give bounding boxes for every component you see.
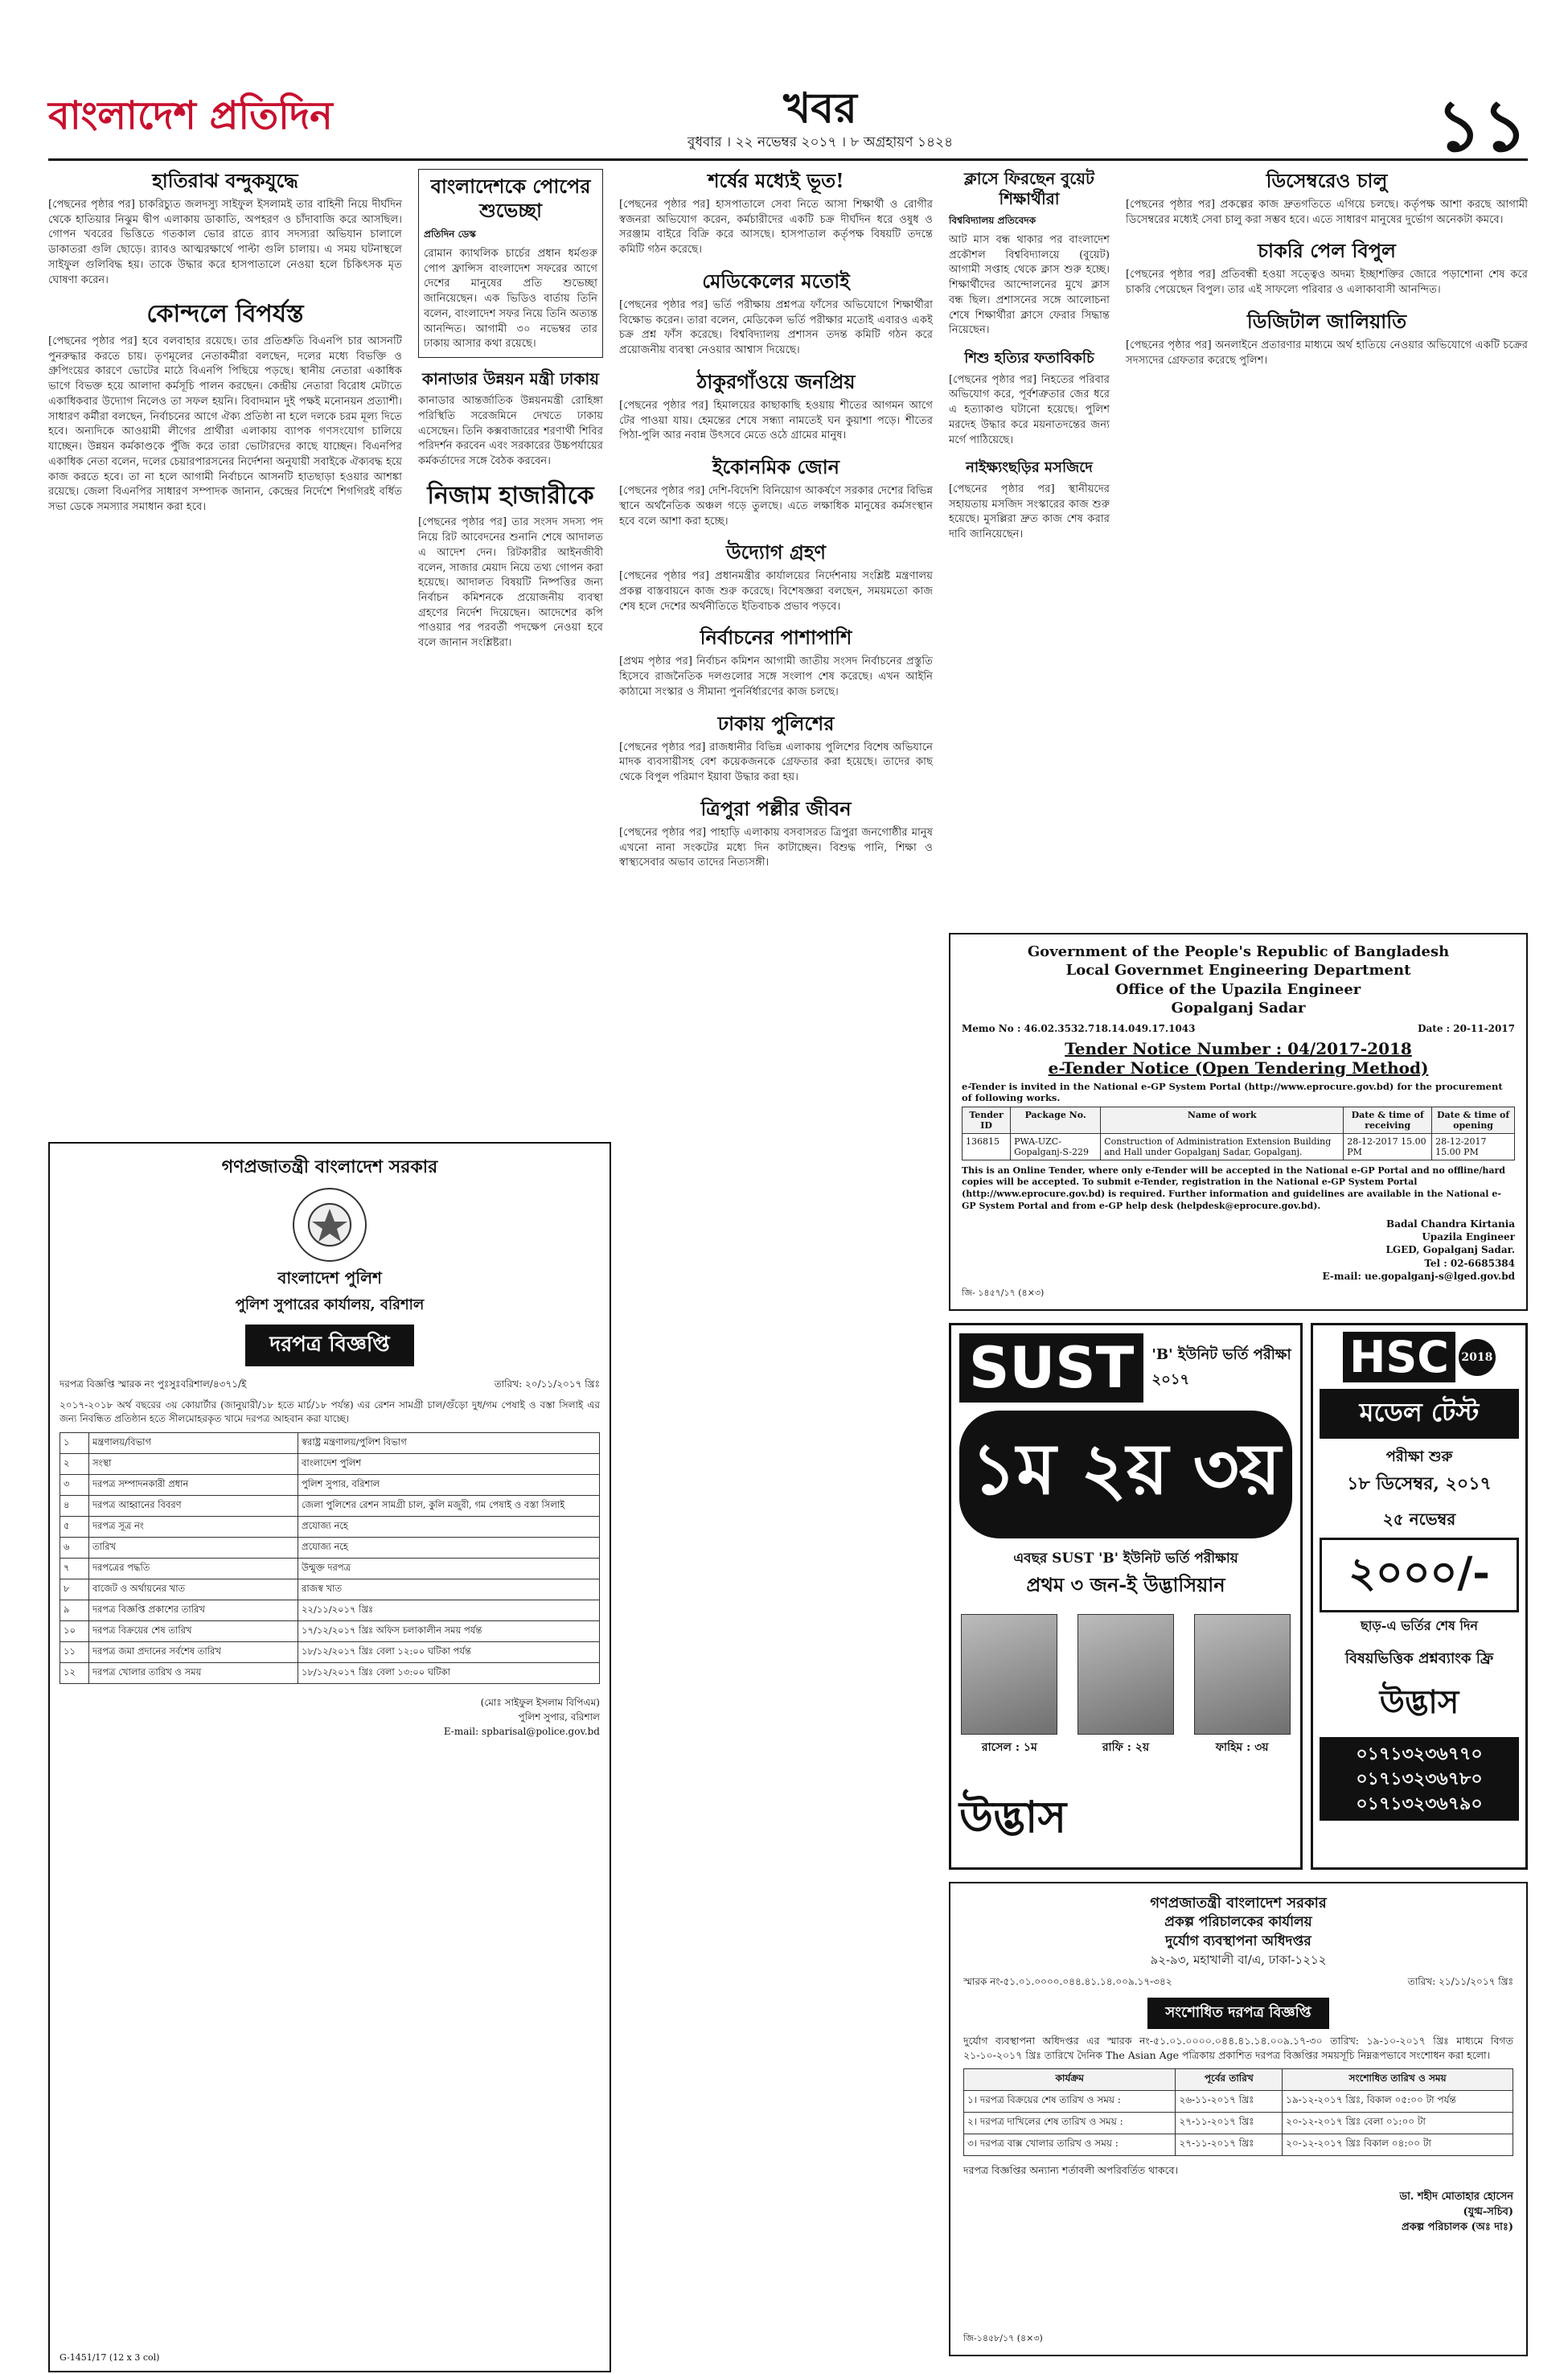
signature-block xyxy=(60,1695,600,1739)
headline: ঠাকুরগাঁওয়ে জনপ্রিয় xyxy=(696,369,856,393)
story xyxy=(48,169,402,288)
byline: প্রতিদিন ডেস্ক xyxy=(424,228,476,240)
student-card xyxy=(961,1614,1057,1757)
story xyxy=(418,169,603,358)
headline: চাকরি পেল বিপুল xyxy=(1258,239,1396,263)
story-body: রোমান ক্যাথলিক চার্চের প্রধান ধর্মগুরু পোপ ফ্রান্সিস বাংলাদেশ সফরের আগে দেশের মানুষের প্রতি শুভেচ্ছা জানিয়েছেন। এক ভিডিও বার্তায় তিনি বলেন, বাংলাদেশ সফর নিয়ে তিনি অত্যন্ত আনন্দিত। আগামী ৩০ নভেম্বর তার ঢাকায় আসার কথা রয়েছে। xyxy=(424,248,597,351)
table-header: Date & time of opening xyxy=(1432,1107,1515,1133)
dept-name: দুর্যোগ ব্যবস্থাপনা অধিদপ্তর xyxy=(1165,1932,1311,1949)
notice-title: সংশোধিত দরপত্র বিজ্ঞপ্তি xyxy=(1147,1998,1328,2029)
signer-email: E-mail: spbarisal@police.gov.bd xyxy=(443,1726,600,1738)
table-row xyxy=(60,1538,600,1559)
table-row xyxy=(60,1621,600,1642)
table-cell: বাংলাদেশ পুলিশ xyxy=(298,1454,600,1475)
newspaper-logo: বাংলাদেশ প্রতিদিন xyxy=(48,93,333,138)
table-header: পূর্বের তারিখ xyxy=(1176,2069,1283,2091)
table-cell: প্রযোজ্য নহে xyxy=(298,1538,600,1559)
table-header: Name of work xyxy=(1101,1107,1344,1133)
phone-number: ০১৭১৩২৩৬৭৮০ xyxy=(1356,1768,1483,1789)
table-cell: ৯ xyxy=(60,1600,89,1621)
table-header: সংশোধিত তারিখ ও সময় xyxy=(1283,2069,1513,2091)
table-cell: দরপত্র খোলার তারিখ ও সময় xyxy=(89,1663,298,1684)
signer-name: ডা. শহীদ মোতাহার হোসেন xyxy=(1399,2191,1513,2204)
headline: ক্লাসে ফিরছেন বুয়েট শিক্ষার্থীরা xyxy=(964,169,1094,208)
notice-header xyxy=(60,1153,600,1373)
table-row xyxy=(60,1433,600,1454)
column-1 xyxy=(48,169,402,527)
story-body: [পেছনের পৃষ্ঠার পর] হাসপাতালে সেবা নিতে আসা শিক্ষার্থী ও রোগীর স্বজনরা অভিযোগ করেন, কর্মচারীদের একটি চক্র দীর্ঘদিন ধরে ওষুধ ও সরঞ্জাম বাইরে বিক্রি করে আসছে। হাসপাতাল কর্তৃপক্ষ বিষয়টি তদন্তে কমিটি গঠন করেছে। xyxy=(619,199,933,257)
table-cell: ১৮/১২/২০১৭ খ্রিঃ বেলা ১৩:০০ ঘটিকা xyxy=(298,1663,600,1684)
table-cell: 136815 xyxy=(963,1133,1011,1160)
sust-label: SUST xyxy=(959,1333,1143,1403)
table-cell: ৬ xyxy=(60,1538,89,1559)
table-header: কার্যক্রম xyxy=(964,2069,1176,2091)
table-cell: দরপত্র বিজ্ঞপ্তি প্রকাশের তারিখ xyxy=(89,1600,298,1621)
table-header-row xyxy=(963,1107,1515,1133)
table-cell: রাজস্ব খাত xyxy=(298,1579,600,1600)
notice-intro: ২০১৭-২০১৮ অর্থ বছরের ৩য় কোয়ার্টার (জানুয়ারী/১৮ হতে মার্চ/১৮ পর্যন্ত) এর রেশন সামগ্রী চাল/গুঁড়ো দুধ/গম পেষাই ও বস্তা সিলাই এর জন্য নিবন্ধিত প্রতিষ্ঠান হতে সীলমোহরকৃত খামে দরপত্র আহবান করা যাচ্ছে। xyxy=(60,1399,600,1425)
table-cell: ১১ xyxy=(60,1642,89,1663)
brand-logo: উদ্ভাস xyxy=(959,1791,1067,1842)
memo-no: দরপত্র বিজ্ঞপ্তি স্মারক নং পুঃসুঃবরিশাল/৪৩৭১/ই xyxy=(60,1378,247,1390)
story xyxy=(48,299,402,515)
memo-no: Memo No : 46.02.3532.718.14.049.17.1043 xyxy=(962,1022,1196,1034)
page-number: ১১ xyxy=(1435,84,1528,167)
student-name: রাফি : ২য় xyxy=(1102,1741,1150,1754)
student-name: ফাহিম : ৩য় xyxy=(1215,1741,1269,1754)
brand-logo: উদ্ভাস xyxy=(1379,1683,1459,1721)
table-cell: ২৬-১১-২০১৭ খ্রিঃ xyxy=(1176,2091,1283,2113)
police-tender-notice xyxy=(48,1142,611,2372)
signer-phone: Tel : 02-6685384 xyxy=(1424,1257,1515,1269)
column-4 xyxy=(949,169,1110,554)
student-card xyxy=(1077,1614,1174,1757)
test-label: মডেল টেস্ট xyxy=(1320,1389,1519,1439)
story-body: [পেছনের পৃষ্ঠার পর] প্রধানমন্ত্রীর কার্যালয়ের নির্দেশনায় সংশ্লিষ্ট মন্ত্রণালয় প্রকল্প বাস্তবায়নে কাজ শুরু করেছে। বিশেষজ্ঞরা বলছেন, সময়মতো কাজ শেষ হলে দেশের অর্থনীতিতে ইতিবাচক প্রভাব পড়বে। xyxy=(619,570,933,613)
lged-tender-notice xyxy=(949,933,1528,1311)
table-cell: ১৯-১২-২০১৭ খ্রিঃ, বিকাল ০৫:০০ টা পর্যন্ত xyxy=(1283,2091,1513,2113)
story xyxy=(949,350,1110,448)
headline: কানাডার উন্নয়ন মন্ত্রী ঢাকায় xyxy=(421,369,600,389)
table-header-row xyxy=(964,2069,1513,2091)
table-cell: ১। দরপত্র বিক্রয়ের শেষ তারিখ ও সময় : xyxy=(964,2091,1176,2113)
notice-header xyxy=(962,943,1515,1018)
headline: হাতিরাঝ বন্দুকযুদ্ধে xyxy=(152,169,298,192)
table-cell: ১২ xyxy=(60,1663,89,1684)
table-cell: ২০-১২-২০১৭ খ্রিঃ বেলা ০১:০০ টা xyxy=(1283,2113,1513,2134)
student-photo-icon xyxy=(961,1614,1057,1735)
dept-name: বাংলাদেশ পুলিশ xyxy=(277,1268,382,1288)
ad-header xyxy=(951,1325,1300,1411)
signer-title: Upazila Engineer xyxy=(1422,1231,1515,1243)
story xyxy=(1126,239,1528,298)
story-body: [পেছনের পৃষ্ঠার পর] রাজধানীর বিভিন্ন এলাকায় পুলিশের বিশেষ অভিযানে মাদক ব্যবসায়ীসহ বেশ কয়েকজনকে গ্রেফতার করা হয়েছে। তাদের কাছ থেকে বিপুল পরিমাণ ইয়াবা উদ্ধার করা হয়। xyxy=(619,741,933,784)
signature-block xyxy=(962,1218,1515,1283)
table-cell: ২২/১১/২০১৭ খ্রিঃ xyxy=(298,1600,600,1621)
story-body: [পেছনের পৃষ্ঠার পর] ভর্তি পরীক্ষায় প্রশ্নপত্র ফাঁসের অভিযোগে শিক্ষার্থীরা বিক্ষোভ করেন। তারা বলেন, মেডিকেল ভর্তি পরীক্ষার মতোই এবারও একই চক্র প্রশ্ন ফাঁস করেছে। বিশ্ববিদ্যালয় প্রশাসন তদন্ত কমিটি গঠন করে প্রয়োজনীয় ব্যবস্থা নেওয়ার আশ্বাস দিয়েছে। xyxy=(619,298,933,357)
phone-number: ০১৭১৩২৩৬৭৯০ xyxy=(1356,1793,1483,1814)
table-cell: ১৮/১২/২০১৭ খ্রিঃ বেলা ১২:০০ ঘটিকা পর্যন্ত xyxy=(298,1642,600,1663)
table-cell: ২ xyxy=(60,1454,89,1475)
start-label: পরীক্ষা শুরু xyxy=(1385,1448,1453,1465)
story xyxy=(619,269,933,359)
story xyxy=(619,540,933,614)
headline: উদ্যোগ গ্রহণ xyxy=(725,540,827,565)
student-photos xyxy=(951,1614,1300,1757)
signature-block xyxy=(963,2190,1513,2236)
story xyxy=(1126,169,1528,228)
headline: ডিসেম্বরেও চালু xyxy=(1266,169,1388,192)
rank-banner: ১ম ২য় ৩য় xyxy=(959,1411,1292,1538)
office-name: প্রকল্প পরিচালকের কার্যালয় xyxy=(1164,1914,1312,1931)
headline: বাংলাদেশকে পোপের শুভেচ্ছা xyxy=(430,175,591,222)
gov-line: Government of the People's Republic of Bangladesh xyxy=(1027,943,1450,960)
place-line: Gopalganj Sadar xyxy=(1171,1000,1306,1017)
table-cell: তারিখ xyxy=(89,1538,298,1559)
gov-name: গণপ্রজাতন্ত্রী বাংলাদেশ সরকার xyxy=(221,1156,438,1177)
ddm-tender-notice xyxy=(949,1882,1528,2356)
signer-office: প্রকল্প পরিচালক (অঃ দাঃ) xyxy=(1402,2220,1513,2233)
story xyxy=(619,797,933,871)
signer-name: Badal Chandra Kirtania xyxy=(1386,1218,1515,1230)
story-body: [পেছনের পৃষ্ঠার পর] হিমালয়ের কাছাকাছি হওয়ায় শীতের আগমন আগে টের পাওয়া যায়। হেমন্তের শেষে সন্ধ্যা নামতেই ঘন কুয়াশা পড়ে। শীতের পিঠা-পুলি আর নবান্ন উৎসবে মেতে ওঠে গ্রামের মানুষ। xyxy=(619,399,933,442)
story-body: [পেছনের পৃষ্ঠার পর] প্রতিবন্ধী হওয়া সত্ত্বেও অদম্য ইচ্ছাশক্তির জোরে পড়াশোনা শেষ করে চাকরি পেয়েছেন বিপুল। তার এই সাফল্যে পরিবার ও এলাকাবাসী আনন্দিত। xyxy=(1126,269,1528,297)
table-row xyxy=(60,1642,600,1663)
tender-table xyxy=(962,1107,1515,1160)
table-row xyxy=(964,2113,1513,2134)
signer-office: LGED, Gopalganj Sadar. xyxy=(1385,1244,1515,1256)
gov-name: গণপ্রজাতন্ত্রী বাংলাদেশ সরকার xyxy=(1150,1895,1327,1912)
table-cell: সংস্থা xyxy=(89,1454,298,1475)
story-body: [প্রথম পৃষ্ঠার পর] নির্বাচন কমিশন আগামী জাতীয় সংসদ নির্বাচনের প্রস্তুতি হিসেবে রাজনৈতিক দলগুলোর সঙ্গে সংলাপ শেষ করেছে। এখন আইনি কাঠামো সংস্কার ও সীমানা পুনর্নির্ধারণের কাজ চলছে। xyxy=(619,655,933,698)
table-cell: স্বরাষ্ট্র মন্ত্রণালয়/পুলিশ বিভাগ xyxy=(298,1433,600,1454)
tender-table xyxy=(60,1432,600,1684)
headline: নির্বাচনের পাশাপাশি xyxy=(700,626,852,650)
table-row xyxy=(964,2091,1513,2113)
table-cell: দরপত্রের পদ্ধতি xyxy=(89,1559,298,1579)
table-cell: ৭ xyxy=(60,1559,89,1579)
notice-header xyxy=(963,1893,1513,1969)
table-cell: দরপত্র সম্পাদনকারী প্রধান xyxy=(89,1475,298,1496)
table-cell: জেলা পুলিশের রেশন সামগ্রী চাল, কুলি মজুরী, গম পেষাই ও বস্তা সিলাই xyxy=(298,1496,600,1517)
table-cell: দরপত্র জমা প্রদানের সর্বশেষ তারিখ xyxy=(89,1642,298,1663)
story-body: [পেছনের পৃষ্ঠার পর] স্থানীয়দের সহায়তায় মসজিদ সংস্কারের কাজ শুরু হয়েছে। মুসল্লিরা দ্রুত কাজ শেষ করার দাবি জানিয়েছেন। xyxy=(949,483,1110,541)
table-cell: পুলিশ সুপার, বরিশাল xyxy=(298,1475,600,1496)
office-line: Office of the Upazila Engineer xyxy=(1115,980,1361,998)
memo-date: তারিখ: ২১/১১/২০১৭ খ্রিঃ xyxy=(1407,1975,1513,1987)
story xyxy=(619,370,933,444)
story xyxy=(619,169,933,258)
table-row xyxy=(60,1496,600,1517)
start-date: ১৮ ডিসেম্বর, ২০১৭ xyxy=(1347,1473,1492,1494)
hsc-header xyxy=(1320,1332,1519,1382)
table-cell: মন্ত্রণালয়/বিভাগ xyxy=(89,1433,298,1454)
story-body: আট মাস বন্ধ থাকার পর বাংলাদেশ প্রকৌশল বিশ্ববিদ্যালয়ে (বুয়েট) আগামী সপ্তাহ থেকে ক্লাস শুরু হচ্ছে। শিক্ষার্থীদের আন্দোলনের মুখে ক্লাস বন্ধ ছিল। প্রশাসনের সঙ্গে আলোচনা শেষে শিক্ষার্থীরা ক্লাসে ফেরার সিদ্ধান্ত নিয়েছেন। xyxy=(949,234,1110,337)
ad-code: জি- ১৪৫৭/১৭ (৪×৩) xyxy=(962,1288,1045,1298)
table-cell: দরপত্র সূত্র নং xyxy=(89,1517,298,1538)
ad-code: G-1451/17 (12 x 3 col) xyxy=(60,2352,160,2363)
column-2 xyxy=(418,169,603,663)
table-row xyxy=(60,1454,600,1475)
signer-title: পুলিশ সুপার, বরিশাল xyxy=(518,1711,600,1723)
memo-line xyxy=(962,1023,1515,1034)
table-cell: দরপত্র আহ্বানের বিবরণ xyxy=(89,1496,298,1517)
masthead xyxy=(48,64,1528,167)
memo-line xyxy=(963,1975,1513,1991)
headline: নাইক্ষ্যংছড়ির মসজিদে xyxy=(966,459,1093,477)
story xyxy=(619,712,933,786)
signer-email: E-mail: ue.gopalganj-s@lged.gov.bd xyxy=(1322,1270,1515,1282)
table-header: Date & time of receiving xyxy=(1344,1107,1432,1133)
table-row xyxy=(60,1600,600,1621)
table-cell: ১৭/১২/২০১৭ খ্রিঃ অফিস চলাকালীন সময় পর্যন্ত xyxy=(298,1621,600,1642)
table-cell: ৩। দরপত্র বাক্স খোলার তারিখ ও সময় : xyxy=(964,2134,1176,2156)
dept-line: Local Governmet Engineering Department xyxy=(1065,962,1411,980)
table-cell: 28-12-2017 15.00 PM xyxy=(1432,1133,1515,1160)
table-cell: ২৭-১১-২০১৭ খ্রিঃ xyxy=(1176,2113,1283,2134)
unit-label: 'B' ইউনিট ভর্তি পরীক্ষা ২০১৭ xyxy=(1151,1346,1291,1388)
phone-list xyxy=(1320,1737,1519,1821)
table-cell: ৪ xyxy=(60,1496,89,1517)
student-photo-icon xyxy=(1194,1614,1291,1735)
story xyxy=(619,626,933,700)
price-label: ২০০০/- xyxy=(1320,1538,1519,1612)
student-photo-icon xyxy=(1077,1614,1174,1735)
story-body: [পেছনের পৃষ্ঠার পর] হবে বলবাহার রয়েছে। তার প্রতিশ্রুতি বিএনপি চার আসনটি পুনরুদ্ধার করতে চায়। তৃণমূলের নেতাকর্মীরা বলছেন, দলের মধ্যে বিভক্তি ও গ্রুপিংয়ের কারণে ভোটের মাঠে বিএনপি পিছিয়ে পড়ছে। স্থানীয় নেতারা একাধিক ভাগে বিভক্ত হয়ে আলাদা কর্মসূচি পালন করছেন। কেন্দ্রীয় নেতারা বিরোধ মেটাতে একাধিকবার উদ্যোগ নিলেও তা সফল হয়নি। বিবাদমান দুই পক্ষই মনোনয়ন প্রত্যাশী। সাধারণ কর্মীরা বলছেন, নির্বাচনের আগে ঐক্য প্রতিষ্ঠা না হলে দলকে চরম মূল্য দিতে হবে। অন্যদিকে আওয়ামী লীগের প্রার্থীরা এলাকায় ব্যাপক গণসংযোগ চালিয়ে যাচ্ছেন। উন্নয়ন কর্মকাণ্ডকে পুঁজি করে তারা ভোটারদের কাছে যাচ্ছেন। বিএনপির একাধিক নেতা বলেন, দলের চেয়ারপারসনের নির্দেশনা অনুযায়ী সবাইকে ঐক্যবদ্ধ হয়ে কাজ করতে হবে। তা না হলে আগামী নির্বাচনে আসনটি হাতছাড়া হওয়ার আশঙ্কা রয়েছে। জেলা বিএনপির সাধারণ সম্পাদক জানান, কেন্দ্রের নির্দেশে শিগগিরই বর্ধিত সভা ডেকে সমস্যার সমাধান করা হবে। xyxy=(48,335,402,513)
story xyxy=(949,459,1110,542)
byline: বিশ্ববিদ্যালয় প্রতিবেদক xyxy=(949,215,1036,226)
notice-subtitle: e-Tender Notice (Open Tendering Method) xyxy=(1048,1058,1429,1078)
udvash-hsc-ad xyxy=(1311,1323,1528,1870)
table-cell: ৫ xyxy=(60,1517,89,1538)
story-body: [পেছনের পৃষ্ঠার পর] চাকরিচ্যুত জলদস্যু সাইফুল ইসলামই তার বাহিনী নিয়ে দীর্ঘদিন থেকে হাতিয়ার নিঝুম দ্বীপ এলাকায় ডাকাতি, অপহরণ ও চাঁদাবাজি করে আসছিল। গোপন খবরের ভিত্তিতে গতকাল ভোর রাতে র‌্যাব সদস্যরা অভিযান চালালে ডাকাতরা গুলি ছোড়ে। র‌্যাবও আত্মরক্ষার্থে পাল্টা গুলি চালায়। এ সময় ঘটনাস্থলে সাইফুল গুলিবিদ্ধ হয়। তাকে উদ্ধার করে হাসপাতালে নেওয়া হলে চিকিৎসক মৃত ঘোষণা করেন। xyxy=(48,199,402,286)
address: ৯২-৯৩, মহাখালী বা/এ, ঢাকা-১২১২ xyxy=(1150,1952,1327,1967)
table-cell: ২। দরপত্র দাখিলের শেষ তারিখ ও সময় : xyxy=(964,2113,1176,2134)
story-body: [পেছনের পৃষ্ঠার পর] প্রকল্পের কাজ দ্রুতগতিতে এগিয়ে চলছে। কর্তৃপক্ষ আশা করছে আগামী ডিসেম্বরের মধ্যেই সেবা চালু করা সম্ভব হবে। এতে সাধারণ মানুষের দুর্ভোগ অনেকটা কমবে। xyxy=(1126,199,1528,226)
office-name: পুলিশ সুপারের কার্যালয়, বরিশাল xyxy=(235,1296,425,1313)
ad-tagline: এবছর SUST 'B' ইউনিট ভর্তি পরীক্ষায় xyxy=(1013,1550,1238,1567)
story-body: [পেছনের পৃষ্ঠার পর] পাহাড়ি এলাকায় বসবাসরত ত্রিপুরা জনগোষ্ঠীর মানুষ এখনো নানা সংকটের মধ্যে দিন কাটাচ্ছেন। বিশুদ্ধ পানি, শিক্ষা ও স্বাস্থ্যসেবার অভাব তাদের নিত্যসঙ্গী। xyxy=(619,826,933,869)
story-body: কানাডার আন্তর্জাতিক উন্নয়নমন্ত্রী রোহিঙ্গা পরিস্থিতি সরেজমিনে দেখতে ঢাকায় এসেছেন। তিনি কক্সবাজারের শরণার্থী শিবির পরিদর্শন করবেন এবং সরকারের উচ্চপর্যায়ের কর্মকর্তাদের সঙ্গে বৈঠক করবেন। xyxy=(418,395,603,468)
table-cell: PWA-UZC-Gopalganj-S-229 xyxy=(1011,1133,1101,1160)
notice-footer: দরপত্র বিজ্ঞপ্তির অন্যান্য শর্তাবলী অপরিবর্তিত থাকবে। xyxy=(963,2164,1179,2177)
table-header: Tender ID xyxy=(963,1107,1011,1133)
table-row xyxy=(60,1475,600,1496)
table-cell: প্রযোজ্য নহে xyxy=(298,1517,600,1538)
headline: শর্ষের মধ্যেই ভূত! xyxy=(708,169,844,192)
table-cell: 28-12-2017 15.00 PM xyxy=(1344,1133,1432,1160)
story-body: [পেছনের পৃষ্ঠার পর] তার সংসদ সদস্য পদ নিয়ে রিট আবেদনের শুনানি শেষে আদালত এ আদেশ দেন। রিটকারীর আইনজীবী বলেন, সাজার মেয়াদ নিয়ে তথ্য গোপন করা হয়েছে। আদালত বিষয়টি নিষ্পত্তির জন্য নির্বাচন কমিশনকে প্রয়োজনীয় ব্যবস্থা গ্রহণের নির্দেশ দিয়েছেন। আদেশের কপি পাওয়ার পর পরবর্তী পদক্ষেপ নেওয়া হবে বলে জানান সংশ্লিষ্টরা। xyxy=(418,516,603,650)
ad-tagline-2: প্রথম ৩ জন-ই উদ্ভাসিয়ান xyxy=(1026,1573,1225,1596)
table-cell: ১০ xyxy=(60,1621,89,1642)
ad-code: জি-১৪৫৮/১৭ (৪×৩) xyxy=(963,2333,1043,2343)
qbank-label: বিষয়ভিত্তিক প্রশ্নব্যাংক ফ্রি xyxy=(1344,1650,1494,1667)
notice-intro: e-Tender is invited in the National e-GP System Portal (http://www.eprocure.gov.bd) for the procurement of following works. xyxy=(962,1080,1503,1103)
title-wrap xyxy=(963,1998,1513,2029)
table-row xyxy=(60,1579,600,1600)
story xyxy=(418,369,603,470)
story xyxy=(949,169,1110,339)
headline: নিজাম হাজারীকে xyxy=(427,481,594,510)
udvash-sust-ad xyxy=(949,1323,1303,1870)
police-emblem-icon xyxy=(293,1188,367,1262)
memo-date: Date : 20-11-2017 xyxy=(1418,1022,1515,1034)
notice-title: দরপত্র বিজ্ঞপ্তি xyxy=(245,1325,413,1366)
story-body: [পেছনের পৃষ্ঠার পর] দেশি-বিদেশি বিনিয়োগ আকর্ষণে সরকার দেশের বিভিন্ন স্থানে অর্থনৈতিক অঞ্চল গড়ে তুলছে। এতে লক্ষাধিক মানুষের কর্মসংস্থান হবে বলে আশা করা হচ্ছে। xyxy=(619,485,933,528)
story-body: [পেছনের পৃষ্ঠার পর] অনলাইনে প্রতারণার মাধ্যমে অর্থ হাতিয়ে নেওয়ার অভিযোগে একটি চক্রের সদস্যদের গ্রেফতার করেছে পুলিশ। xyxy=(1126,339,1528,367)
notice-body: দুর্যোগ ব্যবস্থাপনা অধিদপ্তর এর স্মারক নং-৫১.০১.০০০০.০৪৪.৪১.১৪.০০৯.১৭-৩০ তারিখ: ১৯-১০-২০১৭ খ্রিঃ মাধ্যমে বিগত ২১-১০-২০১৭ খ্রিঃ তারিখে দৈনিক The Asian Age পত্রিকায় প্রকাশিত দরপত্র বিজ্ঞপ্তির সময়সূচি নিম্নরূপভাবে সংশোধন করা হলো। xyxy=(963,2034,1513,2061)
story xyxy=(418,481,603,651)
table-row xyxy=(60,1559,600,1579)
year-badge: 2018 xyxy=(1459,1339,1496,1376)
notice-title: Tender Notice Number : 04/2017-2018 xyxy=(1065,1038,1412,1058)
story xyxy=(619,455,933,529)
table-cell: ৩ xyxy=(60,1475,89,1496)
signer-name: (মোঃ সাইফুল ইসলাম বিপিএম) xyxy=(480,1697,600,1709)
headline: ডিজিটাল জালিয়াতি xyxy=(1246,309,1407,333)
table-row xyxy=(60,1517,600,1538)
headline: ত্রিপুরা পল্লীর জীবন xyxy=(700,796,852,820)
table-row xyxy=(60,1663,600,1684)
story-body: [পেছনের পৃষ্ঠার পর] নিহতের পরিবার অভিযোগ করে, পূর্বশত্রুতার জের ধরে এ হত্যাকাণ্ড ঘটানো হয়েছে। পুলিশ মরদেহ উদ্ধার করে ময়নাতদন্তের জন্য মর্গে পাঠিয়েছে। xyxy=(949,373,1110,446)
hsc-label: HSC xyxy=(1343,1332,1455,1382)
memo-no: স্মারক নং-৫১.০১.০০০০.০৪৪.৪১.১৪.০০৯.১৭-৩৪২ xyxy=(963,1975,1172,1987)
table-cell: বাজেট ও অর্থায়নের খাত xyxy=(89,1579,298,1600)
student-name: রাসেল : ১ম xyxy=(981,1741,1037,1754)
notice-notes: This is an Online Tender, where only e-Tender will be accepted in the National e-GP Portal and no offline/hard copies will be accepted. To submit e-Tender, registration in the National e-GP System Portal (http://www.eprocure.gov.bd) is required. Further information and guidelines are available in the National e-GP System Portal and from e-GP help desk (helpdesk@eprocure.gov.bd). xyxy=(962,1164,1505,1212)
table-cell: ২৭-১১-২০১৭ খ্রিঃ xyxy=(1176,2134,1283,2156)
signer-title: (যুগ্ম-সচিব) xyxy=(1463,2206,1513,2219)
memo-line xyxy=(60,1378,600,1394)
headline: ইকোনমিক জোন xyxy=(712,455,840,479)
section-title: খবর xyxy=(783,84,857,133)
student-card xyxy=(1194,1614,1291,1757)
headline: শিশু হত্যির ফতাবিকচি xyxy=(964,350,1094,368)
column-3 xyxy=(619,169,933,882)
table-row xyxy=(963,1133,1515,1160)
schedule-table xyxy=(963,2068,1513,2156)
table-cell: ২০-১২-২০১৭ খ্রিঃ বিকাল ০৪:০০ টা xyxy=(1283,2134,1513,2156)
table-cell: ১ xyxy=(60,1433,89,1454)
story xyxy=(1126,310,1528,368)
price-note: ছাড়-এ ভর্তির শেষ দিন xyxy=(1361,1618,1478,1633)
headline: মেডিকেলের মতোই xyxy=(702,269,850,293)
memo-date: তারিখ: ২০/১১/২০১৭ খ্রিঃ xyxy=(494,1378,600,1390)
table-cell: Construction of Administration Extension Building and Hall under Gopalganj Sadar, Gopalganj. xyxy=(1101,1133,1344,1160)
table-header: Package No. xyxy=(1011,1107,1101,1133)
dateline: বুধবার । ২২ নভেম্বর ২০১৭ । ৮ অগ্রহায়ণ ১৪২৪ xyxy=(687,134,954,150)
table-cell: ৮ xyxy=(60,1579,89,1600)
headline: ঢাকায় পুলিশের xyxy=(717,711,835,735)
column-5 xyxy=(1126,169,1528,380)
phone-number: ০১৭১৩২৩৬৭৭০ xyxy=(1356,1744,1483,1764)
table-cell: উন্মুক্ত দরপত্র xyxy=(298,1559,600,1579)
deadline-label: ২৫ নভেম্বর xyxy=(1382,1509,1456,1529)
headline: কোন্দলে বিপর্যস্ত xyxy=(146,300,304,329)
table-row xyxy=(964,2134,1513,2156)
table-cell: দরপত্র বিক্রয়ের শেষ তারিখ xyxy=(89,1621,298,1642)
